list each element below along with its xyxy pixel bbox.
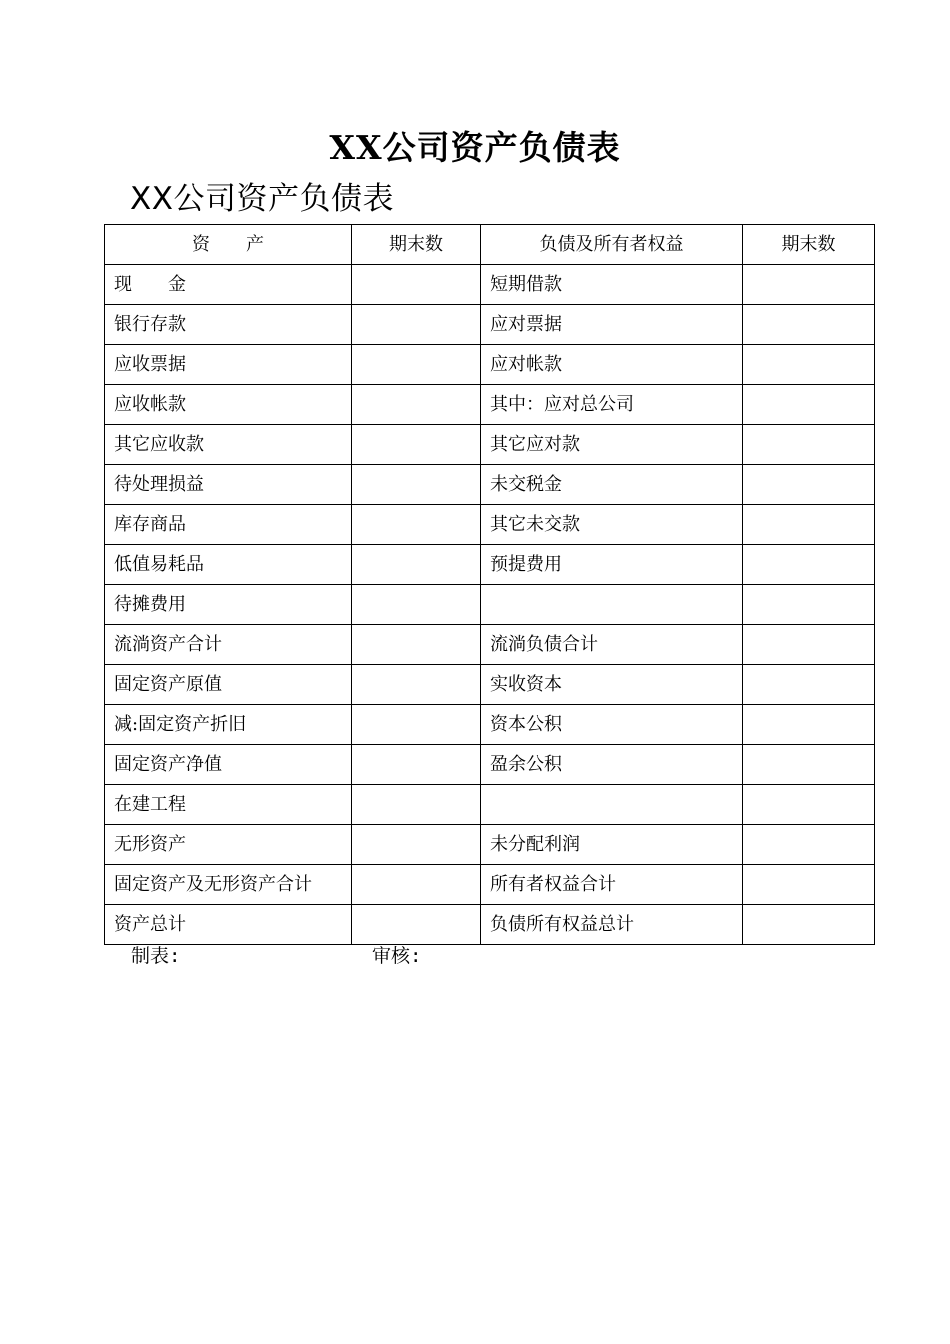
liability-period-end-cell — [743, 865, 875, 905]
asset-name-cell: 其它应收款 — [105, 425, 352, 465]
table-row — [105, 465, 875, 505]
table-row — [105, 665, 875, 705]
liability-name-cell — [481, 585, 743, 625]
asset-period-end-cell — [352, 785, 481, 825]
liability-period-end-cell — [743, 625, 875, 665]
asset-name-cell: 固定资产及无形资产合计 — [105, 865, 352, 905]
table-row — [105, 905, 875, 945]
liability-name-cell: 应对票据 — [481, 305, 743, 345]
table-row — [105, 625, 875, 665]
asset-name-cell: 银行存款 — [105, 305, 352, 345]
header-liabilities-equity: 负债及所有者权益 — [481, 225, 743, 265]
table-row — [105, 865, 875, 905]
asset-name-cell: 应收票据 — [105, 345, 352, 385]
asset-period-end-cell — [352, 825, 481, 865]
liability-period-end-cell — [743, 505, 875, 545]
header-liabilities-period-end: 期末数 — [743, 225, 875, 265]
asset-name-cell: 资产总计 — [105, 905, 352, 945]
liability-name-cell: 应对帐款 — [481, 345, 743, 385]
asset-period-end-cell — [352, 865, 481, 905]
liability-name-cell: 未分配利润 — [481, 825, 743, 865]
liability-name-cell: 盈余公积 — [481, 745, 743, 785]
liability-period-end-cell — [743, 825, 875, 865]
liability-period-end-cell — [743, 545, 875, 585]
asset-name-cell: 流淌资产合计 — [105, 625, 352, 665]
liability-name-cell: 短期借款 — [481, 265, 743, 305]
asset-period-end-cell — [352, 745, 481, 785]
asset-period-end-cell — [352, 425, 481, 465]
balance-sheet-table — [104, 224, 875, 945]
balance-sheet-body — [105, 225, 875, 945]
liability-name-cell: 实收资本 — [481, 665, 743, 705]
asset-name-cell: 固定资产原值 — [105, 665, 352, 705]
asset-period-end-cell — [352, 505, 481, 545]
asset-period-end-cell — [352, 305, 481, 345]
liability-period-end-cell — [743, 785, 875, 825]
asset-name-cell: 低值易耗品 — [105, 545, 352, 585]
reviewed-by-label: 审核: — [372, 945, 422, 967]
asset-period-end-cell — [352, 465, 481, 505]
asset-period-end-cell — [352, 665, 481, 705]
liability-name-cell: 负债所有权益总计 — [481, 905, 743, 945]
asset-period-end-cell — [352, 385, 481, 425]
liability-period-end-cell — [743, 265, 875, 305]
table-row — [105, 505, 875, 545]
prepared-by-label: 制表: — [131, 945, 181, 967]
table-row — [105, 425, 875, 465]
liability-period-end-cell — [743, 465, 875, 505]
table-row — [105, 265, 875, 305]
liability-period-end-cell — [743, 585, 875, 625]
document-title: XX公司资产负债表 — [329, 128, 621, 167]
document-subtitle: XX公司资产负债表 — [130, 181, 394, 217]
liability-name-cell: 其它未交款 — [481, 505, 743, 545]
liability-period-end-cell — [743, 305, 875, 345]
table-row — [105, 785, 875, 825]
asset-period-end-cell — [352, 545, 481, 585]
liability-name-cell: 未交税金 — [481, 465, 743, 505]
liability-period-end-cell — [743, 905, 875, 945]
liability-name-cell: 资本公积 — [481, 705, 743, 745]
asset-name-cell: 无形资产 — [105, 825, 352, 865]
asset-name-cell: 减:固定资产折旧 — [105, 705, 352, 745]
liability-name-cell: 预提费用 — [481, 545, 743, 585]
table-row — [105, 385, 875, 425]
header-assets-period-end: 期末数 — [352, 225, 481, 265]
asset-period-end-cell — [352, 345, 481, 385]
table-header-row — [105, 225, 875, 265]
liability-name-cell — [481, 785, 743, 825]
asset-name-cell: 在建工程 — [105, 785, 352, 825]
asset-name-cell: 待摊费用 — [105, 585, 352, 625]
table-row — [105, 825, 875, 865]
table-row — [105, 585, 875, 625]
liability-name-cell: 所有者权益合计 — [481, 865, 743, 905]
asset-period-end-cell — [352, 585, 481, 625]
asset-period-end-cell — [352, 905, 481, 945]
table-row — [105, 705, 875, 745]
liability-period-end-cell — [743, 705, 875, 745]
asset-name-cell: 应收帐款 — [105, 385, 352, 425]
asset-period-end-cell — [352, 625, 481, 665]
table-row — [105, 545, 875, 585]
liability-name-cell: 其它应对款 — [481, 425, 743, 465]
table-row — [105, 345, 875, 385]
asset-name-cell: 现 金 — [105, 265, 352, 305]
liability-period-end-cell — [743, 665, 875, 705]
liability-period-end-cell — [743, 345, 875, 385]
asset-period-end-cell — [352, 705, 481, 745]
liability-name-cell: 其中：应对总公司 — [481, 385, 743, 425]
asset-name-cell: 固定资产净值 — [105, 745, 352, 785]
table-row — [105, 305, 875, 345]
liability-name-cell: 流淌负债合计 — [481, 625, 743, 665]
asset-name-cell: 待处理损益 — [105, 465, 352, 505]
header-assets: 资 产 — [105, 225, 352, 265]
liability-period-end-cell — [743, 745, 875, 785]
liability-period-end-cell — [743, 385, 875, 425]
asset-name-cell: 库存商品 — [105, 505, 352, 545]
liability-period-end-cell — [743, 425, 875, 465]
table-row — [105, 745, 875, 785]
asset-period-end-cell — [352, 265, 481, 305]
